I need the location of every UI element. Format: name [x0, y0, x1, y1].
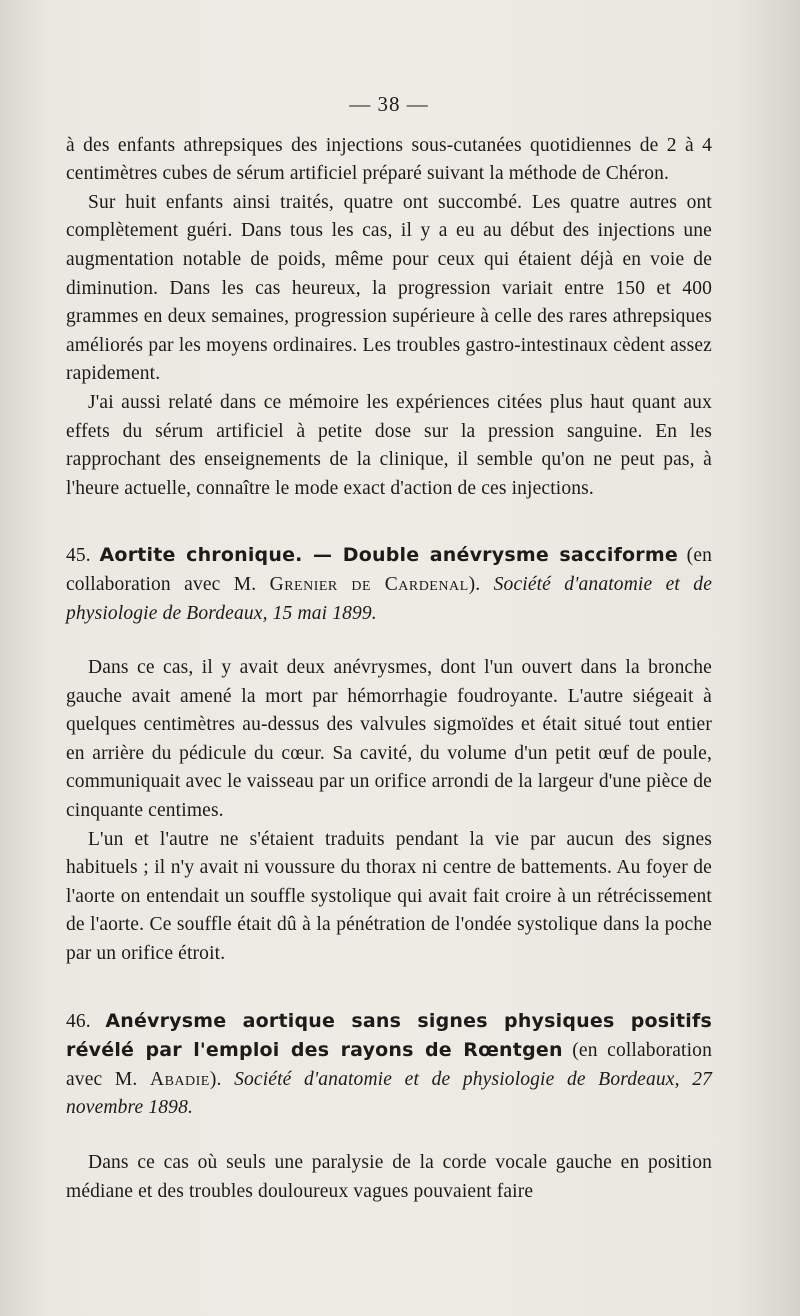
entry-46-heading: [66, 1007, 712, 1123]
text-block: [66, 90, 712, 1206]
entry-45-title: Aortite chronique. — Double anévrysme sacciforme: [99, 544, 678, 567]
intro-paragraph-1: à des enfants athrepsiques des injections sous-cutanées quotidiennes de 2 à 4 centimètres cubes de sérum artificiel préparé suivant la méthode de Chéron.: [66, 134, 712, 185]
page-number: — 38 —: [349, 92, 429, 116]
entry-45-number: 45.: [66, 545, 91, 567]
entry-46: [66, 1007, 712, 1207]
entry-46-collab-open: (en collaboration avec M.: [66, 1040, 712, 1090]
entry-46-collab-close: ).: [209, 1068, 222, 1090]
entry-45-collab-open: (en collaboration avec M.: [66, 545, 713, 595]
entry-45-citation: Société d'anatomie et de physiologie de Bordeaux, 15 mai 1899.: [66, 573, 713, 624]
entry-46-title: Anévrysme aortique sans signes physiques positifs révélé par l'emploi des rayons de Rœntgen: [66, 1009, 712, 1062]
entry-46-citation: Société d'anatomie et de physiologie de Bordeaux, 27 novembre 1898.: [66, 1068, 712, 1119]
entry-45: [66, 541, 712, 968]
intro-paragraph-3: J'ai aussi relaté dans ce mémoire les expériences citées plus haut quant aux effets du sérum artificiel à petite dose sur la pression sanguine. En les rapprochant des enseignements de la clinique, il semble qu'on ne peut pas, à l'heure actuelle, connaître le mode exact d'action de ces injections.: [66, 391, 712, 499]
entry-45-heading: [66, 541, 712, 628]
entry-46-collab-name: Abadie: [150, 1068, 210, 1090]
entry-45-collab-name: Grenier de Cardenal: [269, 573, 469, 595]
entry-45-collab-close: ).: [468, 573, 481, 595]
entry-46-paragraph-1: Dans ce cas où seuls une paralysie de la corde vocale gauche en position médiane et des troubles douloureux vagues pouvaient faire: [66, 1152, 712, 1202]
intro-paragraph-2: Sur huit enfants ainsi traités, quatre ont succombé. Les quatre autres ont complètement guéri. Dans tous les cas, il y a eu au début des injections une augmentation notable de poids, même pour ceux qui étaient déjà en voie de diminution. Dans les cas heureux, la progression variait entre 150 et 400 grammes en deux semaines, progression supérieure à celle des rares athrepsiques améliorés par les moyens ordinaires. Les troubles gastro-intestinaux cèdent assez rapidement.: [66, 191, 712, 385]
entry-45-paragraph-1: Dans ce cas, il y avait deux anévrysmes, dont l'un ouvert dans la bronche gauche avait amené la mort par hémorrhagie foudroyante. L'autre siégeait à quelques centimètres au-dessus des valvules sigmoïdes et était situé tout entier en arrière du pédicule du cœur. Sa cavité, du volume d'un petit œuf de poule, communiquait avec le vaisseau par un orifice arrondi de la largeur d'une pièce de cinquante centimes.: [66, 657, 712, 822]
entry-46-number: 46.: [66, 1010, 91, 1032]
entry-45-paragraph-2: L'un et l'autre ne s'étaient traduits pendant la vie par aucun des signes habituels ; il n'y avait ni voussure du thorax ni centre de battements. Au foyer de l'aorte on entendait un souffle systolique qui avait fait croire à un rétrécissement de l'aorte. Ce souffle était dû à la pénétration de l'ondée systolique dans la poche par un orifice étroit.: [66, 828, 712, 965]
